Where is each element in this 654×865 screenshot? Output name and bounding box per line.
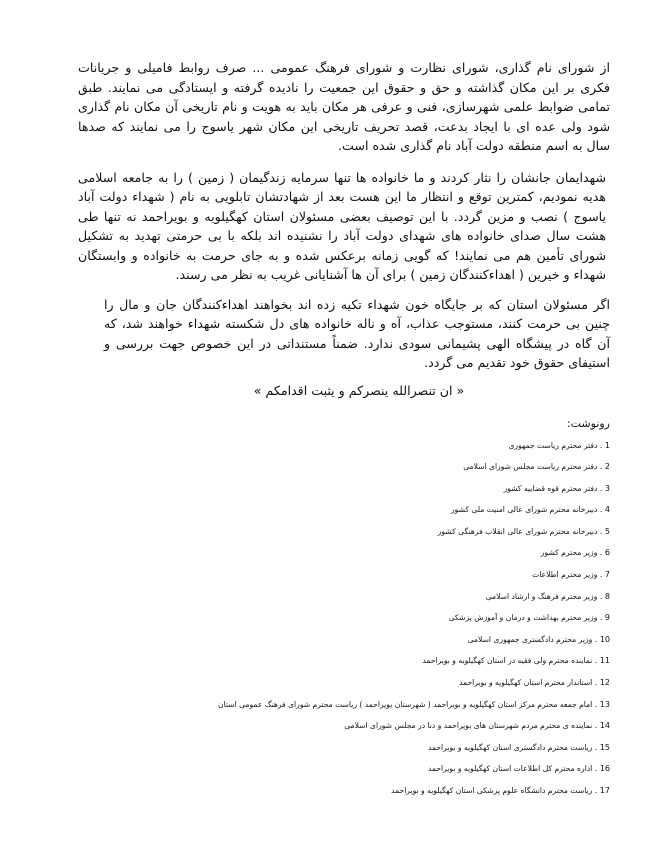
item-number: 4 . xyxy=(599,505,610,515)
item-number: 12 . xyxy=(594,678,610,688)
item-number: 7 . xyxy=(599,570,610,580)
list-item xyxy=(78,700,610,722)
list-item xyxy=(78,635,610,657)
item-number: 3 . xyxy=(599,483,610,493)
list-item xyxy=(78,484,610,506)
item-text: دفتر محترم ریاست مجلس شورای اسلامی xyxy=(463,462,598,472)
paragraph-3: اگر مسئولان استان که بر جایگاه خون شهداء تکیه زده اند بخواهند اهداءکنندگان جان و مال را چنین بی حرمت کنند، مستوجب عذاب، آه و ناله خانواده های دل شکسته شهداء خواهند شد، که آن گاه در پیشگاه الهی پشیمانی سودی ندارد. ضمناً مستنداتی در این خصوص جهت بررسی و استیفای حقوق خود تقدیم می گردد. xyxy=(104,296,610,370)
item-text: وزیر محترم کشور xyxy=(540,548,598,558)
paragraph-1: از شورای نام گذاری، شورای نظارت و شورای فرهنگ عمومی ... صرف روابط فامیلی و جریانات فکری بر این مکان گذاشته و حق و حقوق این جمعیت را نادیده گرفته و ایستادگی می نمایند. طبق تمامی ضوابط علمی شهرسازی، فنی و عرفی هر مکان باید به هویت و نام تاریخی آن مکان نام گذاری شود ولی عده ای با ایجاد بدعت، قصد تحریف تاریخی این مکان شهر یاسوج را می نمایند که صدها سال به اسم منطقه دولت آباد نام گذاری شده است. xyxy=(78,60,610,153)
list-item xyxy=(78,764,610,786)
list-item xyxy=(78,786,610,808)
item-text: دبیرخانه محترم شورای عالی انقلاب فرهنگی کشور xyxy=(437,526,598,536)
item-number: 13 . xyxy=(594,699,610,709)
item-text: نماینده محترم ولی فقیه در استان کهگیلویه و بویراحمد xyxy=(422,656,593,666)
recipients-list xyxy=(78,441,610,808)
item-text: دبیرخانه محترم شورای عالی امنیت ملی کشور xyxy=(450,505,598,515)
item-text: امام جمعه محترم مرکز استان کهگیلویه و بویراحمد ( شهرستان بویراحمد ) ریاست محترم شورای فرهنگ عمومی استان xyxy=(218,699,593,709)
item-text: دفتر محترم ریاست جمهوری xyxy=(508,440,598,450)
quran-verse-quote: « ان تنصرالله ینصرکم و یثبت اقدامکم » xyxy=(253,382,465,398)
list-item xyxy=(78,570,610,592)
item-number: 8 . xyxy=(599,591,610,601)
item-text: ریاست محترم دانشگاه علوم پزشکی استان کهگیلویه و بویراحمد xyxy=(391,786,593,795)
item-number: 15 . xyxy=(594,742,610,752)
list-item xyxy=(78,592,610,614)
list-item xyxy=(78,678,610,700)
item-number: 17 . xyxy=(594,786,610,795)
item-text: دفتر محترم قوه قضاییه کشور xyxy=(503,483,598,493)
item-number: 14 . xyxy=(594,721,610,731)
paragraph-2: شهدایمان جانشان را نثار کردند و ما خانواده ها تنها سرمایه زندگیمان ( زمین ) را به جامعه اسلامی هدیه نمودیم، کمترین توقع و انتظار ما این هست بعد از شهادتشان تابلویی به نام ( شهداء دولت آباد یاسوج ) نصب و مزین گردد. با این توصیف بعضی مسئولان استان کهگیلویه و بویراحمد نه تنها طی هشت سال صدای خانواده های شهدای دولت آباد را نشنیده اند بلکه با بی حرمتی تهدید به تشکیل شورای تأمین هم می نمایند! که گویی زمانه برعکس شده و به جای حرمت به خانواده و وابستگان شهداء و خیرین ( اهداءکنندگان زمین ) برای آن ها آشنایانی غریب به نظر می رسند. xyxy=(78,169,606,282)
list-item xyxy=(78,721,610,743)
list-item xyxy=(78,441,610,463)
item-number: 1 . xyxy=(599,440,610,450)
item-number: 2 . xyxy=(599,462,610,472)
item-text: ریاست محترم دادگستری استان کهگیلویه و بویراحمد xyxy=(427,742,593,752)
item-number: 5 . xyxy=(599,526,610,536)
recipients-title: رونوشت: xyxy=(566,416,610,430)
item-text: وزیر محترم فرهنگ و ارشاد اسلامی xyxy=(485,591,598,601)
list-item xyxy=(78,505,610,527)
item-text: وزیر محترم بهداشت و درمان و آموزش پزشکی xyxy=(448,613,598,623)
list-item xyxy=(78,462,610,484)
item-number: 6 . xyxy=(599,548,610,558)
list-item xyxy=(78,743,610,765)
item-text: وزیر محترم دادگستری جمهوری اسلامی xyxy=(467,634,593,644)
list-item xyxy=(78,656,610,678)
item-number: 9 . xyxy=(599,613,610,623)
item-text: وزیر محترم اطلاعات xyxy=(532,570,598,580)
item-text: استاندار محترم استان کهگیلویه و بویراحمد xyxy=(459,678,593,688)
item-text: اداره محترم کل اطلاعات استان کهگیلویه و بویراحمد xyxy=(427,764,593,774)
list-item xyxy=(78,527,610,549)
list-item xyxy=(78,613,610,635)
item-text: نماینده ی محترم مردم شهرستان های بویراحمد و دنا در مجلس شورای اسلامی xyxy=(344,721,593,731)
list-item xyxy=(78,548,610,570)
item-number: 10 . xyxy=(594,634,610,644)
item-number: 11 . xyxy=(594,656,610,666)
item-number: 16 . xyxy=(594,764,610,774)
